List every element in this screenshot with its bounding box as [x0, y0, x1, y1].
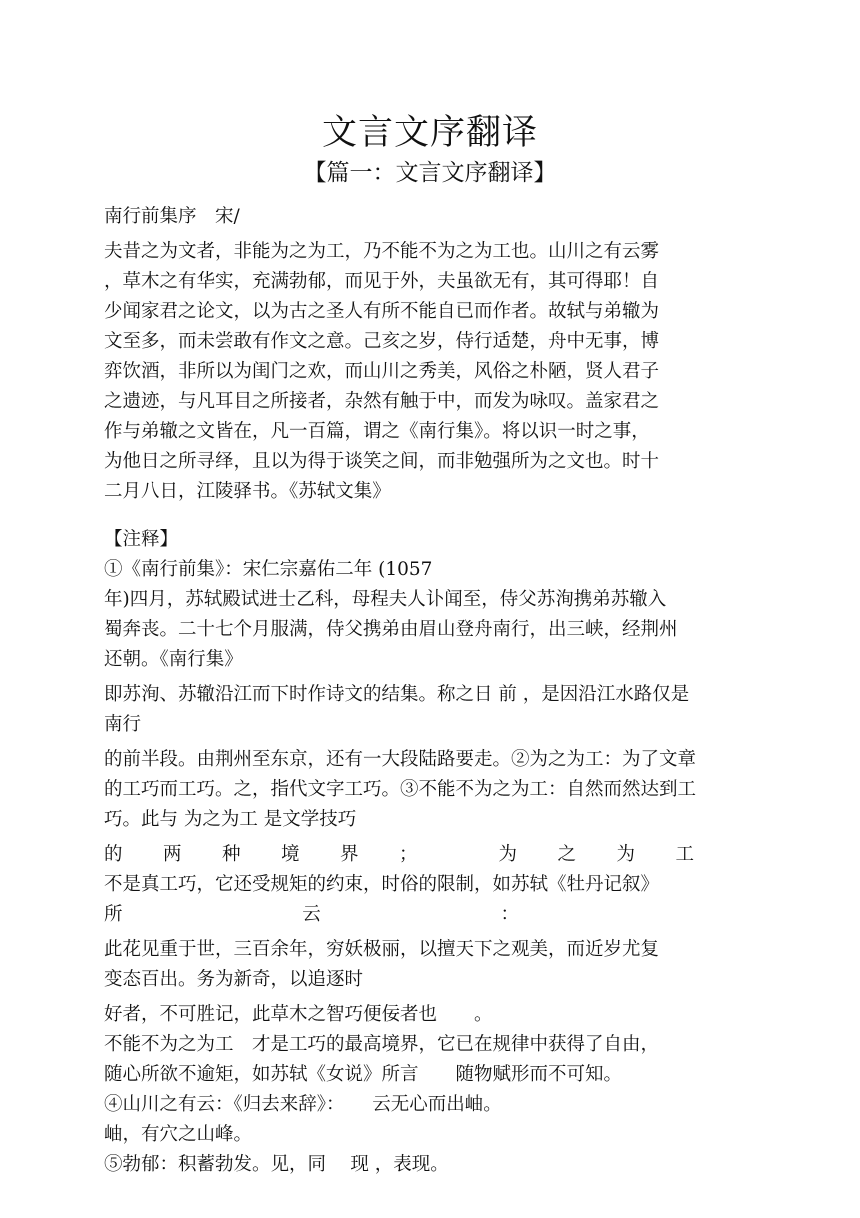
notes-heading: 【注释】 — [104, 529, 179, 550]
note-line: 不是真工巧，它还受规矩的约束，时俗的限制，如苏轼《牡丹记叙》 — [104, 874, 660, 895]
note-line: 年)四月，苏轼殿试进士乙科，母程夫人讣闻至，侍父苏洵携弟苏辙入 — [104, 589, 667, 610]
note-line: 好者，不可胜记，此草木之智巧便佞者也 。 — [104, 1004, 493, 1025]
spread-char: 种 — [222, 844, 241, 865]
note-line: 即苏洵、苏辙沿江而下时作诗文的结集。称之日 前 ，是因沿江水路仅是 — [104, 684, 690, 705]
spread-char: 工 — [675, 844, 694, 865]
spread-char: 的 — [104, 844, 123, 865]
note-line: 此花见重于世，三百余年，穷妖极丽，以擅天下之观美，而近岁尤复 — [104, 939, 660, 960]
note-line: 不能不为之为工 才是工巧的最高境界，它已在规律中获得了自由， — [104, 1034, 660, 1055]
note-line: 岫，有穴之山峰。 — [104, 1124, 253, 1145]
note-line: 蜀奔丧。二十七个月服满，侍父携弟由眉山登舟南行，出三峡，经荆州 — [104, 619, 678, 640]
note-line: 的前半段。由荆州至东京，还有一大段陆路要走。②为之为工：为了文章 — [104, 749, 697, 770]
passage-line: 二月八日，江陵驿书。《苏轼文集》 — [104, 481, 391, 502]
passage-line: 文至多，而未尝敢有作文之意。己亥之岁，侍行适楚，舟中无事，博 — [104, 331, 660, 352]
spread-char: 为 — [498, 844, 517, 865]
passage-line: 少闻家君之论文，以为古之圣人有所不能自已而作者。故轼与弟辙为 — [104, 301, 660, 322]
intro-line: 南行前集序 宋/ — [104, 206, 240, 227]
passage-line: 夫昔之为文者，非能为之为工，乃不能不为之为工也。山川之有云雾 — [104, 241, 660, 262]
passage-line: 为他日之所寻绎，且以为得于谈笑之间，而非勉强所为之文也。时十 — [104, 451, 660, 472]
spread-char: 两 — [163, 844, 182, 865]
passage-line: 之遗迹，与凡耳目之所接者，杂然有触于中，而发为咏叹。盖家君之 — [104, 391, 660, 412]
spread-char: 所 — [104, 904, 123, 925]
spread-char: ； — [399, 844, 418, 865]
note-line: ④山川之有云：《归去来辞》： 云无心而出岫。 — [104, 1094, 502, 1115]
spread-char: 为 — [616, 844, 635, 865]
note-line: 还朝。《南行集》 — [104, 649, 243, 670]
spread-char: 之 — [557, 844, 576, 865]
spread-line — [104, 900, 519, 930]
spread-char: 云 — [302, 904, 321, 925]
document-body — [104, 202, 754, 1180]
paragraph-gap — [104, 507, 754, 525]
passage-line: 作与弟辙之文皆在，凡一百篇，谓之《南行集》。将以识一时之事， — [104, 421, 650, 442]
passage-line: ，草木之有华实，充满勃郁，而见于外，夫虽欲无有，其可得耶！自 — [104, 271, 660, 292]
note-line: ⑤勃郁：积蓄勃发。见，同 现 ，表现。 — [104, 1154, 449, 1175]
spread-char: 界 — [340, 844, 359, 865]
spread-char: ： — [500, 904, 519, 925]
note-line: 巧。此与 为之为工 是文学技巧 — [104, 809, 357, 830]
note-line: 随心所欲不逾矩，如苏轼《女说》所言 随物赋形而不可知。 — [104, 1064, 623, 1085]
spread-line — [104, 840, 694, 870]
document-title: 文言文序翻译 — [321, 113, 538, 153]
note-line: ①《南行前集》：宋仁宗嘉佑二年 (1057 — [104, 559, 433, 580]
note-line: 南行 — [104, 714, 142, 735]
note-line: 变态百出。务为新奇，以追逐时 — [104, 969, 364, 990]
spread-char: 境 — [281, 844, 300, 865]
document-subtitle: 【篇一：文言文序翻译】 — [303, 160, 557, 186]
passage-line: 弈饮酒，非所以为闺门之欢，而山川之秀美，风俗之朴陋，贤人君子 — [104, 361, 660, 382]
note-line: 的工巧而工巧。之，指代文字工巧。③不能不为之为工：自然而然达到工 — [104, 779, 697, 800]
